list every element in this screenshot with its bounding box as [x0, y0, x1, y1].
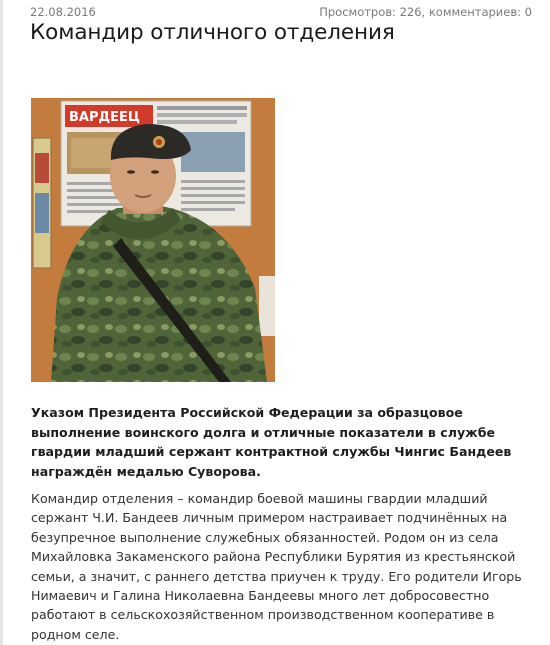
article-photo — [31, 98, 275, 382]
lead-line: Указом Президента Российской Федерации за образцовое — [31, 405, 463, 420]
body-line: безупречное выполнение служебных обязанностей. Родом он из села — [31, 529, 499, 545]
body-line: работают в сельскохозяйственном производственном кооперативе в — [31, 607, 495, 623]
lead-line: награждён медалью Суворова. — [31, 463, 261, 479]
newspaper-masthead-text: ВАРДЕЕЦ — [69, 110, 140, 125]
lead-line: гвардии младший сержант контрактной службы Чингис Бандеев — [31, 444, 512, 459]
view-comment-stats: Просмотров: 226, комментариев: 0 — [319, 5, 532, 19]
page-left-edge — [0, 0, 3, 645]
body-line: Командир отделения – командир боевой машины гвардии младший — [31, 491, 488, 506]
article-meta — [0, 0, 550, 22]
body-line: Нимаевич и Галина Николаевна Бандеевы много лет добросовестно — [31, 588, 490, 604]
body-line: семьи, а значит, с раннего детства приучен к труду. Его родители Игорь — [31, 568, 522, 584]
body-line: сержант Ч.И. Бандеев личным примером настраивает подчинённых на — [31, 510, 508, 526]
lead-line: выполнение воинского долга и отличные показатели в службе — [31, 424, 496, 440]
body-line: Михайловка Закаменского района Республики Бурятия из крестьянской — [31, 549, 516, 565]
body-line: родном селе. — [31, 626, 120, 642]
soldier-photo-illustration — [31, 98, 275, 382]
article-body — [31, 489, 536, 644]
right-paper — [259, 276, 275, 336]
newspaper-photo-2 — [181, 132, 245, 172]
publish-date: 22.08.2016 — [30, 5, 96, 19]
article-title: Командир отличного отделения — [30, 20, 395, 45]
article-lead — [31, 403, 531, 481]
